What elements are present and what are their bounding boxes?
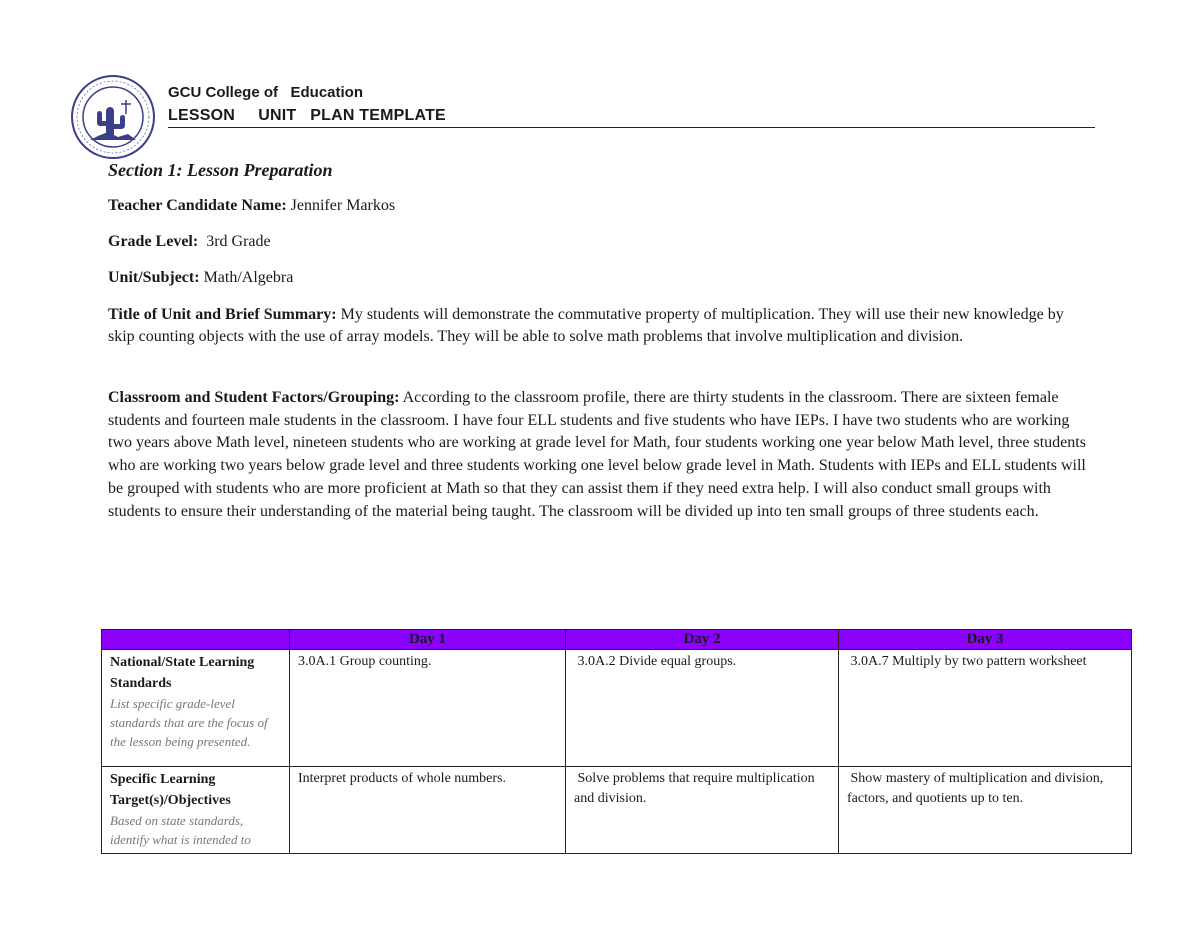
objectives-help-text: Based on state standards, identify what is intended to bbox=[110, 813, 251, 847]
unit-subject-label: Unit/Subject: bbox=[108, 269, 200, 286]
row-label-cell bbox=[102, 650, 290, 767]
grade-level-field bbox=[108, 231, 1088, 253]
objectives-label: Specific Learning Target(s)/Objectives bbox=[110, 772, 231, 808]
university-seal-icon bbox=[70, 74, 156, 160]
table-cell: Interpret products of whole numbers. bbox=[290, 767, 566, 854]
college-name: GCU College of Education bbox=[168, 84, 364, 101]
table-cell: 3.0A.1 Group counting. bbox=[290, 650, 566, 767]
grade-level-label: Grade Level: bbox=[108, 233, 199, 250]
unit-subject-field bbox=[108, 267, 1088, 289]
classroom-factors-field bbox=[108, 387, 1088, 523]
table-cell: Solve problems that require multiplication and division. bbox=[566, 767, 839, 854]
table-cell: Show mastery of multiplication and division, factors, and quotients up to ten. bbox=[839, 767, 1132, 854]
lesson-plan-table bbox=[101, 629, 1132, 854]
unit-summary-label: Title of Unit and Brief Summary: bbox=[108, 306, 337, 323]
teacher-name-value: Jennifer Markos bbox=[286, 197, 396, 214]
table-row bbox=[102, 767, 1132, 854]
header-cell-day-1: Day 1 bbox=[290, 630, 566, 650]
classroom-factors-value: According to the classroom profile, there are thirty students in the classroom. There are sixteen female students and fourteen male students in the classroom. I have four ELL students and five students who have IEPs. I have two students who are working two years above Math level, nineteen students who are working at grade level for Math, four students working one year below Math level, three students who are working two years below grade level and three students working one level below grade level in Math. Students with IEPs and ELL students will be grouped with students who are more proficient at Math so that they can assist them if they need extra help. I will also conduct small groups with students to ensure their understanding of the material being taught. The classroom will be divided up into ten small groups of three students each. bbox=[108, 389, 1086, 520]
header-cell-day-2: Day 2 bbox=[566, 630, 839, 650]
classroom-factors-label: Classroom and Student Factors/Grouping: bbox=[108, 389, 400, 406]
unit-summary-field bbox=[108, 304, 1068, 347]
template-title: LESSON UNIT PLAN TEMPLATE bbox=[168, 107, 446, 124]
section-heading: Section 1: Lesson Preparation bbox=[108, 160, 333, 180]
title-underline bbox=[168, 127, 1095, 128]
table-row bbox=[102, 650, 1132, 767]
unit-summary-value: My students will demonstrate the commutative property of multiplication. They will use their new knowledge by skip counting objects with the use of array models. They will be able to solve math problems that involve multiplication and division. bbox=[108, 306, 1064, 345]
teacher-name-label: Teacher Candidate Name: bbox=[108, 197, 287, 214]
table-header-row bbox=[102, 630, 1132, 650]
standards-label: National/State Learning Standards bbox=[110, 655, 255, 691]
header-cell-blank bbox=[102, 630, 290, 650]
teacher-name-field bbox=[108, 195, 1088, 217]
unit-subject-value: Math/Algebra bbox=[199, 269, 294, 286]
table-cell: 3.0A.2 Divide equal groups. bbox=[566, 650, 839, 767]
header-cell-day-3: Day 3 bbox=[839, 630, 1132, 650]
table-cell: 3.0A.7 Multiply by two pattern worksheet bbox=[839, 650, 1132, 767]
grade-level-value: 3rd Grade bbox=[198, 233, 271, 250]
standards-help-text: List specific grade-level standards that are the focus of the lesson being presented. bbox=[110, 696, 268, 749]
row-label-cell bbox=[102, 767, 290, 854]
